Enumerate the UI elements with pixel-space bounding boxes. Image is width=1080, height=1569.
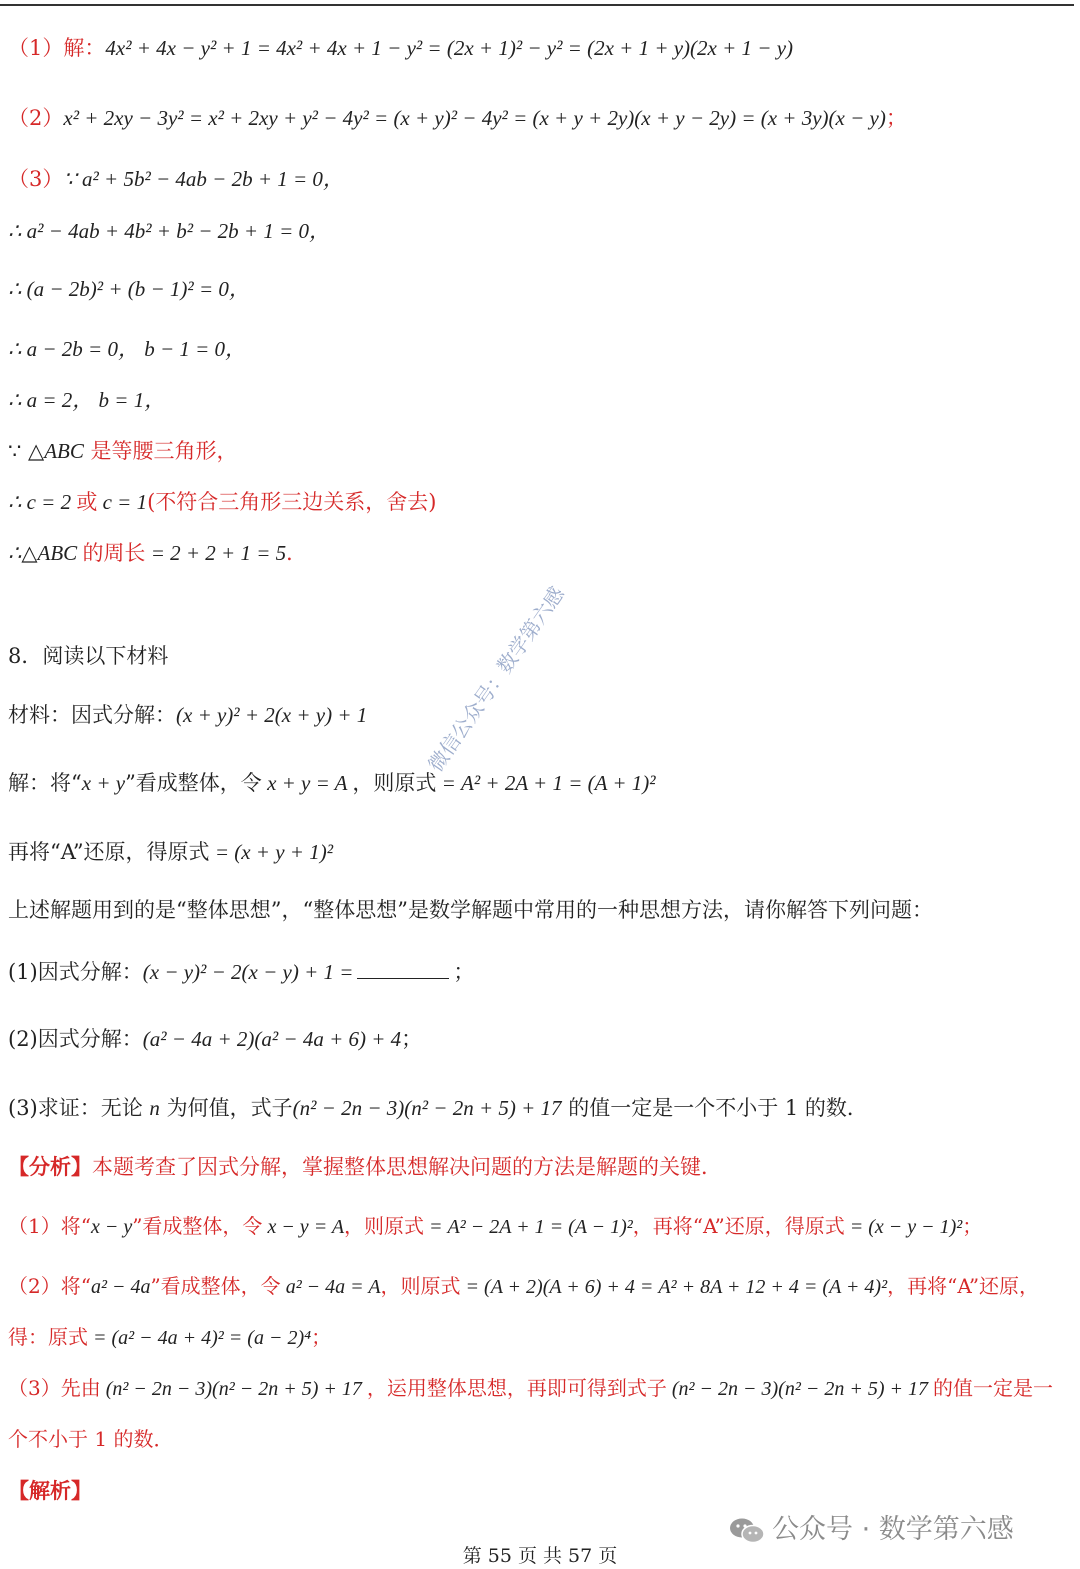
formula: = A² − 2A + 1 = (A − 1)² (424, 1216, 633, 1238)
formula: = (x − y − 1)² (844, 1216, 963, 1238)
text: ，再将“A”还原， (887, 1274, 1040, 1298)
material-line (8, 700, 367, 730)
solution-line-10 (8, 538, 307, 568)
solution-line-1 (8, 33, 793, 63)
solution-line-9 (8, 487, 437, 517)
answer-blank (357, 956, 449, 979)
step-label: （3） (8, 167, 64, 191)
formula: = A² + 2A + 1 = (A + 1)² (436, 771, 656, 795)
punct: ． (286, 541, 308, 565)
formula: (n² − 2n − 3)(n² − 2n + 5) + 17 (100, 1378, 367, 1400)
text: 得：原式 (8, 1325, 88, 1349)
symbol: ∵ (8, 439, 29, 463)
formula: x − y = A (262, 1216, 345, 1238)
analysis-3 (8, 1373, 1053, 1404)
formula: (x − y)² − 2(x − y) + 1 = (142, 960, 354, 984)
formula: ∴△ABC (8, 541, 83, 565)
formula: a² − 4a = A (280, 1276, 381, 1298)
formula: ∴ (a − 2b)² + (b − 1)² = 0， (8, 277, 250, 301)
text: ，运用整体思想，再即可得到式子 (366, 1376, 667, 1400)
page-footer: 第 55 页 共 57 页 (462, 1545, 618, 1567)
step-text: 或 (76, 490, 98, 514)
analysis-heading: 【分析】 (8, 1154, 92, 1179)
solution-line-8 (8, 436, 238, 466)
solution-line-6 (8, 334, 246, 364)
text: （2）将“ (8, 1274, 91, 1298)
analysis-3-cont (8, 1424, 173, 1454)
solution-line-4 (8, 216, 330, 246)
solution-line-2 (8, 103, 907, 133)
analysis-text: 本题考查了因式分解，掌握整体思想解决问题的方法是解题的关键． (92, 1155, 722, 1179)
formula: c = 1 (97, 490, 148, 514)
step-text: (不符合三角形三边关系，舍去) (147, 490, 437, 514)
problem-3 (8, 1093, 868, 1123)
problem-1 (8, 956, 474, 987)
text: （1）将“ (8, 1214, 91, 1238)
text: ，则原式 (352, 771, 437, 795)
solution-line-5 (8, 274, 250, 304)
step-label: （1）解： (8, 36, 106, 60)
formula: 4x² + 4x − y² + 1 = 4x² + 4x + 1 − y² = (2x + 1)² − y² = (2x + 1 + y)(2x + 1 − y) (105, 36, 794, 60)
description-line: 上述解题用到的是“整体思想”，“整体思想”是数学解题中常用的一种思想方法，请你解答下列问题： (8, 898, 933, 922)
solution-line-3 (8, 164, 344, 194)
brand-label: 公众号 · 数学第六感 (772, 1514, 1014, 1545)
formula: = 2 + 2 + 1 = 5 (145, 541, 287, 565)
punct: ； (311, 1325, 332, 1349)
step-text: 的周长 (82, 541, 146, 565)
top-rule (0, 4, 1074, 6)
text: ”看成整体，令 (125, 771, 262, 795)
formula: (n² − 2n − 3)(n² − 2n + 5) + 17 (292, 1096, 562, 1120)
formula: (a² − 4a + 2)(a² − 4a + 6) + 4 (142, 1027, 402, 1051)
text: ，则原式 (344, 1214, 425, 1238)
analysis-header-line (8, 1152, 722, 1182)
analysis-2-cont (8, 1322, 331, 1353)
formula: = (A + 2)(A + 6) + 4 = A² + 8A + 12 + 4 = (A + 4)² (460, 1276, 888, 1298)
step-label: （2） (8, 106, 64, 130)
text: 的值一定是一 (932, 1376, 1053, 1400)
formula: x + y = A (261, 771, 353, 795)
problem-label: (2)因式分解： (8, 1027, 143, 1051)
problem-label: (1)因式分解： (8, 960, 143, 984)
formula: ∴ a − 2b = 0， b − 1 = 0， (8, 337, 247, 361)
text: 的值一定是一个不小于 1 的数． (561, 1096, 868, 1120)
restore-line (8, 837, 333, 867)
punct: ； (401, 1027, 423, 1051)
formula: = (a² − 4a + 4)² = (a − 2)⁴ (88, 1327, 312, 1349)
problem-label: (3)求证：无论 (8, 1096, 150, 1120)
formula: ∴ c = 2 (8, 490, 77, 514)
punct: ； (962, 1214, 983, 1238)
formula: ∵ a² + 5b² − 4ab − 2b + 1 = 0， (63, 167, 344, 191)
formula: = (x + y + 1)² (209, 840, 333, 864)
formula: x − y (90, 1216, 133, 1238)
formula: ∴ a = 2， b = 1， (8, 388, 166, 412)
formula: x + y (81, 771, 126, 795)
formula: △ABC (28, 439, 84, 463)
text: 个不小于 1 的数． (8, 1427, 174, 1451)
analysis-1 (8, 1211, 982, 1242)
analysis-2 (8, 1271, 1039, 1302)
solution-line-7 (8, 385, 165, 415)
punct: ； (453, 960, 475, 984)
jiexi-heading: 【解析】 (8, 1478, 92, 1503)
formula: a² − 4a (90, 1276, 151, 1298)
punct: ； (885, 106, 907, 130)
text: ，则原式 (380, 1274, 461, 1298)
text: 为何值，式子 (159, 1096, 293, 1120)
text: ”看成整体，令 (132, 1214, 263, 1238)
formula: ∴ a² − 4ab + 4b² + b² − 2b + 1 = 0， (8, 219, 331, 243)
problem-2 (8, 1024, 422, 1054)
step-text: 是等腰三角形， (83, 439, 238, 463)
text: 解：将“ (8, 771, 82, 795)
text: ”看成整体，令 (150, 1274, 281, 1298)
material-label: 材料：因式分解： (8, 703, 176, 727)
jiexi-line (8, 1476, 92, 1506)
text: 再将“A”还原，得原式 (8, 840, 210, 864)
formula: (x + y)² + 2(x + y) + 1 (176, 703, 368, 727)
question-title: 8．阅读以下材料 (8, 644, 169, 668)
text: ，再将“A”还原，得原式 (632, 1214, 845, 1238)
formula: x² + 2xy − 3y² = x² + 2xy + y² − 4y² = (x + y)² − 4y² = (x + y + 2y)(x + y − 2y) = (x + 3y)(x − y) (63, 106, 886, 130)
formula: n (149, 1096, 160, 1120)
material-solution-line (8, 768, 656, 798)
formula: (n² − 2n − 3)(n² − 2n + 5) + 17 (666, 1378, 933, 1400)
watermark-text: 微信公众号：数学第六感 (423, 582, 570, 777)
text: （3）先由 (8, 1376, 101, 1400)
